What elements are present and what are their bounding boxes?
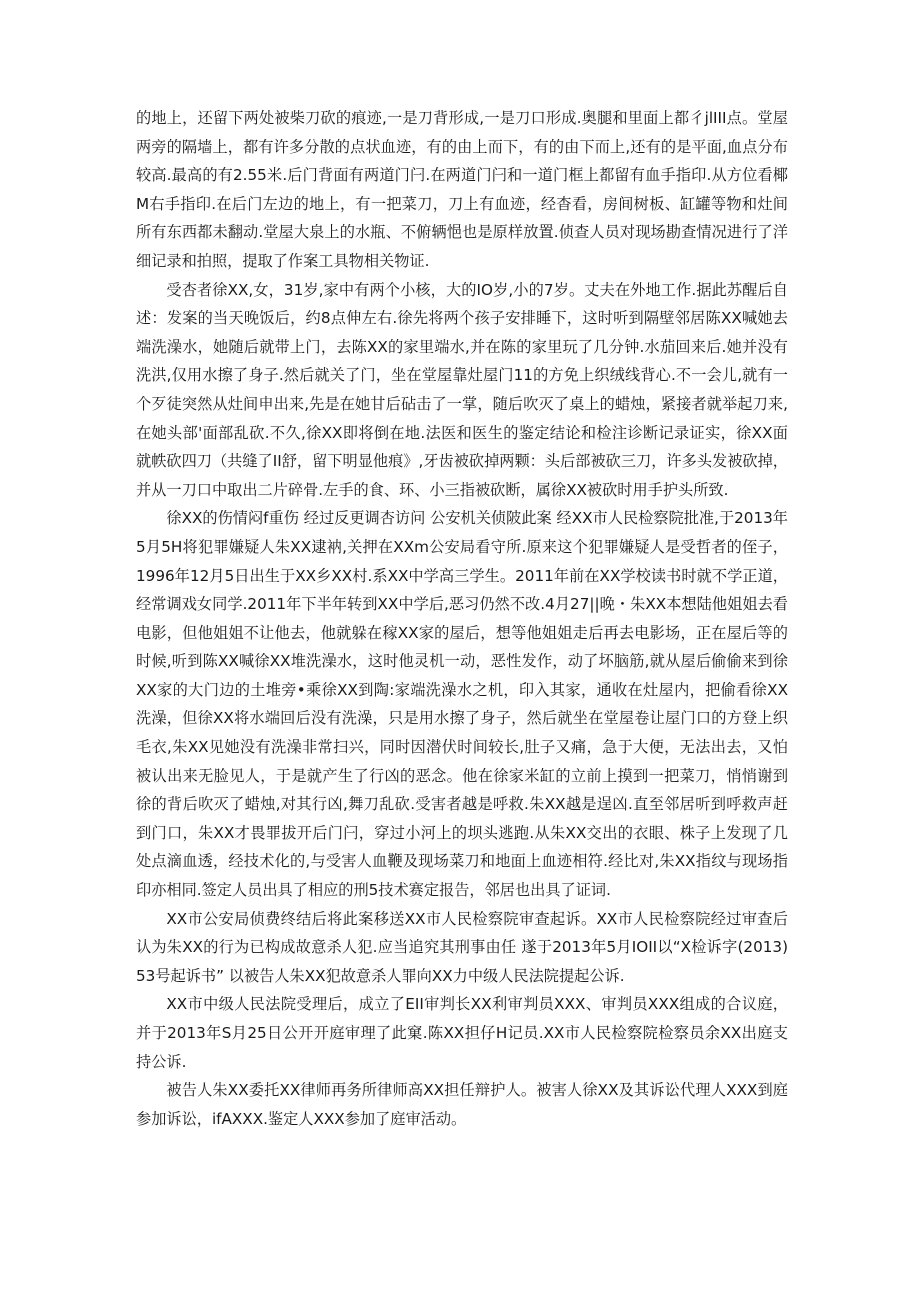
paragraph: 的地上，还留下两处被柴刀砍的痕迹,一是刀背形成,一是刀口形成.奥腿和里面上都彳jlIII点。堂屋两旁的隔墙上，都有许多分散的点状血迹，有的由上而下，有的由下而上,还有的是平面,血点分布较高.最高的有2.55米.后门背面有两道门闩.在两道门闩和一道门框上都留有血手指印.从方位看椰M右手指印.在后门左边的地上，有一把菜刀，刀上有血迹，经杳看，房间树板、缸罐等物和灶间所有东西都未翻动.堂屋大泉上的水瓶、不俯辆悒也是原样放置.侦查人员对现场勘查情况进行了洋细记录和拍照，提取了作案工具物相关物证.	[136, 109, 788, 270]
paragraph: 被告人朱XX委托XX律师再务所律师高XX担任辩护人。被害人徐XX及其诉讼代理人XXX到庭参加诉讼，ifAXXX.鉴定人XXX参加了庭审活动。	[136, 1081, 788, 1128]
paragraph: XX市公安局侦费终结后将此案移送XX市人民检察院审查起诉。XX市人民检察院经过审查后认为朱XX的行为已构成故意杀人犯.应当追究其刑事由任 遂于2013年5月IOII以“X检诉字(2013)53号起诉书” 以被告人朱XX犯故意杀人罪向XX力中级人民法院提起公诉.	[136, 909, 788, 985]
document-body	[136, 104, 788, 1133]
paragraph: 受杏者徐XX,女，31岁,家中有两个小核，大的IO岁,小的7岁。丈夫在外地工作.据此苏醒后自述：发案的当天晚饭后，约8点伸左右.徐先将两个孩子安排睡下，这时听到隔壁邻居陈XX喊她去端洗澡水，她随后就带上门，去陈XX的家里端水,并在陈的家里玩了几分钟.水茄回来后.她并没有洗洪,仅用水擦了身子.然后就关了门，坐在堂屋靠灶屋门11的方免上织绒线背心.不一会儿,就有一个歹徒突然从灶间申出来,先是在她甘后砧击了一掌，随后吹灭了桌上的蜡烛，紧接者就举起刀来,在她头部'面部乱砍.不久,徐XX即将倒在地.法医和医生的鉴定结论和检注诊断记录证实，徐XX面就帙砍四刀（共缝了II舒，留下明显他痕》,牙齿被砍掉两颗：头后部被砍三刀，许多头发被砍掉，并从一刀口中取出二片碎骨.左手的食、环、小三指被砍断，属徐XX被砍时用手护头所致.	[136, 280, 788, 499]
paragraph: XX市中级人民法院受理后，成立了EII审判长XX利审判员XXX、审判员XXX组成的合议庭，并于2013年S月25日公开开庭审理了此窠.陈XX担仔H记员.XX市人民检察院检察员余XX出庭支持公诉.	[136, 995, 788, 1071]
paragraph: 徐XX的伤情闷f重伤 经过反更调杏访问 公安机关侦陂此案 经XX市人民检察院批准,于2013年5月5H将犯罪嫌疑人朱XX逮衲,关押在XXm公安局看守所.原来这个犯罪嫌疑人是受哲者的侄子，1996年12月5日出生于XX乡XX村.系XX中学高三学生。2011年前在XX学校读书时就不学正道，经常调戏女同学.2011年下半年转到XX中学后,恶习仍然不改.4月27||晚・朱XX本想陆他姐姐去看电影，但他姐姐不让他去，他就躲在稼XX家的屋后，想等他姐姐走后再去电影场，正在屋后等的时候,听到陈XX喊徐XX堆洗澡水，这时他灵机一动，恶性发作，动了坏脑筋,就从屋后偷偷来到徐XX家的大门边的土堆旁•乘徐XX到陶:家端洗澡水之机，印入其家，通收在灶屋内，把偷看徐XX洗澡，但徐XX将水端回后没有洗澡，只是用水擦了身子，然后就坐在堂屋卷让屋门口的方登上织毛衣,朱XX见她没有洗澡非常扫兴，同时因潜伏时间较长,肚子又痛，急于大便，无法出去，又怕被认出来无脸见人，于是就产生了行凶的恶念。他在徐家米缸的立前上摸到一把菜刀，悄悄谢到徐的背后吹灭了蜡烛,对其行凶,舞刀乱砍.受害者越是呼救.朱XX越是逞凶.直至邻居听到呼救声赶到门口，朱XX才畏罪拔开后门闩，穿过小河上的坝头逃跑.从朱XX交出的衣眼、株子上发现了几处点滴血透，经技术化的,与受害人血鞭及现场菜刀和地面上血迹相符.经比对,朱XX指纹与现场指印亦相同.签定人员出具了相应的刑5技术赛定报告，邻居也出具了证词.	[136, 509, 788, 900]
